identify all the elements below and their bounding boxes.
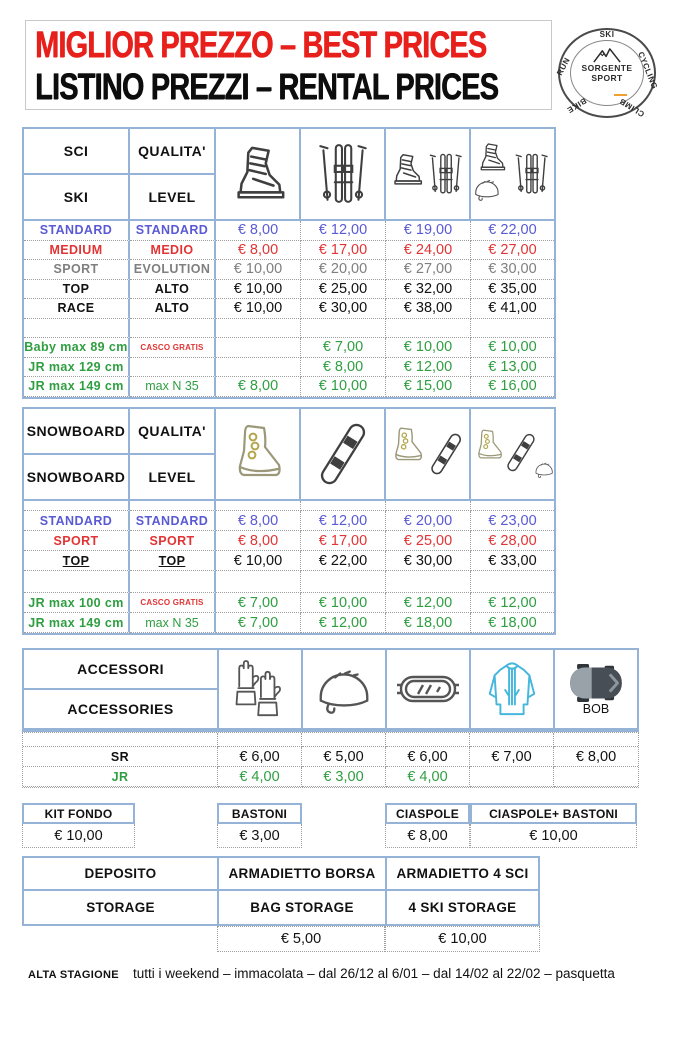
accessories-title-it: ACCESSORI xyxy=(24,650,217,690)
price-cell: € 7,00 xyxy=(216,593,301,613)
bastoni-title: BASTONI xyxy=(217,803,302,824)
price-cell: € 12,00 xyxy=(301,613,386,633)
price-cell: € 6,00 xyxy=(386,747,470,767)
boot-size-note: max N 35 xyxy=(130,613,216,633)
helmet-icon xyxy=(313,663,375,715)
price-cell: € 20,00 xyxy=(301,260,386,280)
bob-sled-icon xyxy=(565,662,627,704)
logo-accent-mark xyxy=(614,94,627,96)
title-line-2: LISTINO PREZZI – RENTAL PRICES xyxy=(35,66,499,107)
price-cell: € 32,00 xyxy=(386,280,471,300)
price-cell: € 30,00 xyxy=(301,299,386,319)
price-cell: € 10,00 xyxy=(301,593,386,613)
gloves-icon xyxy=(232,657,288,721)
price-cell: € 16,00 xyxy=(471,377,554,397)
ski-price-table xyxy=(22,127,556,399)
price-cell: € 17,00 xyxy=(301,531,386,551)
snowboard-category-it: SNOWBOARD xyxy=(24,409,128,455)
ciaspole-price: € 8,00 xyxy=(385,824,470,848)
column-header-helmet xyxy=(303,650,387,730)
title-line-1: MIGLIOR PREZZO – BEST PRICES xyxy=(35,24,487,65)
price-cell: € 12,00 xyxy=(386,593,471,613)
ski-category-header xyxy=(24,129,130,221)
price-cell: € 10,00 xyxy=(301,377,386,397)
accessories-title-en: ACCESSORIES xyxy=(67,701,174,717)
price-cell: € 7,00 xyxy=(301,338,386,358)
price-cell: € 6,00 xyxy=(218,747,302,767)
boot-plus-skis-icon xyxy=(388,134,468,214)
price-cell: € 22,00 xyxy=(471,221,554,241)
ski-row-label: SPORT xyxy=(24,260,130,280)
price-cell: € 18,00 xyxy=(386,613,471,633)
ski-row-label: Baby max 89 cm xyxy=(24,338,130,358)
title-banner xyxy=(25,20,552,110)
column-header-boot-helmet-snowboard xyxy=(471,409,554,501)
price-cell: € 30,00 xyxy=(386,551,471,571)
price-cell: € 35,00 xyxy=(471,280,554,300)
bag-storage-price: € 5,00 xyxy=(217,926,385,952)
ski-row-level: ALTO xyxy=(130,299,216,319)
kit-fondo-table xyxy=(22,803,135,848)
column-header-boot-snowboard xyxy=(386,409,471,501)
high-season-label: ALTA STAGIONE xyxy=(28,969,119,981)
storage-col2-en: BAG STORAGE xyxy=(219,891,387,924)
snowboard-category-en: SNOWBOARD xyxy=(26,469,126,485)
free-helmet-note: CASCO GRATIS xyxy=(130,593,216,613)
column-header-bob xyxy=(555,650,637,730)
price-cell: € 4,00 xyxy=(386,767,470,787)
ski-row-label: TOP xyxy=(24,280,130,300)
storage-col1-en: STORAGE xyxy=(24,891,219,924)
ski-row-level: ALTO xyxy=(130,280,216,300)
column-header-jacket xyxy=(471,650,555,730)
kit-fondo-title: KIT FONDO xyxy=(22,803,135,824)
column-header-boot xyxy=(216,129,301,221)
price-cell: € 33,00 xyxy=(471,551,554,571)
price-cell: € 25,00 xyxy=(301,280,386,300)
ski-category-it: SCI xyxy=(24,129,128,175)
ski-category-en: SKI xyxy=(63,189,89,205)
price-cell: € 10,00 xyxy=(386,338,471,358)
boot-helmet-plus-skis-icon xyxy=(472,133,554,215)
price-cell: € 4,00 xyxy=(218,767,302,787)
ciaspole-bastoni-title: CIASPOLE+ BASTONI xyxy=(470,803,637,824)
ciaspole-table xyxy=(385,803,470,848)
logo-ring-word: CYCLING xyxy=(635,50,659,91)
price-cell: € 8,00 xyxy=(216,241,301,261)
sorgente-sport-logo xyxy=(556,26,658,122)
boot-size-note: max N 35 xyxy=(130,377,216,397)
ski-row-level: EVOLUTION xyxy=(130,260,216,280)
snowboard-category-header xyxy=(24,409,130,501)
price-cell: € 12,00 xyxy=(301,221,386,241)
price-cell: € 8,00 xyxy=(216,221,301,241)
storage-col3-en: 4 SKI STORAGE xyxy=(408,900,517,915)
ski-quality-header xyxy=(130,129,216,221)
mountain-icon xyxy=(592,48,622,63)
snowboard-quality-header xyxy=(130,409,216,501)
price-cell: € 19,00 xyxy=(386,221,471,241)
price-cell: € 10,00 xyxy=(471,338,554,358)
ski-row-level: MEDIO xyxy=(130,241,216,261)
price-cell: € 22,00 xyxy=(301,551,386,571)
price-cell: € 28,00 xyxy=(471,531,554,551)
logo-name-line1: SORGENTE xyxy=(581,63,633,73)
snowboard-row-level: TOP xyxy=(130,551,216,571)
boot-plus-snowboard-icon xyxy=(387,416,469,492)
kit-fondo-price: € 10,00 xyxy=(22,824,135,848)
ski-row-label: JR max 129 cm xyxy=(24,358,130,378)
snowboard-quality-en: LEVEL xyxy=(148,469,196,485)
column-header-boot-helmet-skis xyxy=(471,129,554,221)
jacket-icon xyxy=(483,658,541,720)
logo-ring-word: SKI xyxy=(599,30,615,39)
logo-ring-word: RUN xyxy=(555,56,572,77)
bob-label: BOB xyxy=(582,702,610,716)
price-cell: € 12,00 xyxy=(386,358,471,378)
ski-quality-en: LEVEL xyxy=(148,189,196,205)
accessories-table-body xyxy=(22,732,639,788)
price-cell: € 7,00 xyxy=(470,747,554,767)
ski-quality-it: QUALITA' xyxy=(130,129,214,175)
snowboard-icon xyxy=(309,415,377,493)
ski-boot-icon xyxy=(227,143,289,205)
price-cell: € 10,00 xyxy=(216,280,301,300)
ski-row-label: JR max 149 cm xyxy=(24,377,130,397)
price-cell: € 8,00 xyxy=(301,358,386,378)
price-cell xyxy=(554,767,638,787)
ski-storage-price: € 10,00 xyxy=(385,926,540,952)
snowboard-row-label: STANDARD xyxy=(24,511,130,531)
logo-ring-word: BIKE xyxy=(565,96,588,115)
price-cell xyxy=(470,767,554,787)
price-cell: € 10,00 xyxy=(216,299,301,319)
price-cell: € 5,00 xyxy=(302,747,386,767)
snowboard-boot-icon xyxy=(226,418,290,490)
accessories-row-label: SR xyxy=(23,747,218,767)
price-cell xyxy=(216,338,301,358)
price-cell: € 7,00 xyxy=(216,613,301,633)
snowboard-quality-it: QUALITA' xyxy=(130,409,214,455)
snowboard-row-label: SPORT xyxy=(24,531,130,551)
price-cell: € 12,00 xyxy=(471,593,554,613)
boot-helmet-plus-snowboard-icon xyxy=(471,417,554,491)
ski-row-label: STANDARD xyxy=(24,221,130,241)
snowboard-price-table xyxy=(22,407,556,635)
column-header-snowboard xyxy=(301,409,386,501)
snowboard-row-level: SPORT xyxy=(130,531,216,551)
price-cell: € 18,00 xyxy=(471,613,554,633)
snowboard-row-label: JR max 100 cm xyxy=(24,593,130,613)
accessories-row-label: JR xyxy=(23,767,218,787)
goggles-icon xyxy=(396,669,460,709)
price-cell: € 10,00 xyxy=(216,260,301,280)
ski-row-label: RACE xyxy=(24,299,130,319)
storage-col3-it: ARMADIETTO 4 SCI xyxy=(387,858,538,891)
bastoni-price: € 3,00 xyxy=(217,824,302,848)
price-cell xyxy=(216,358,301,378)
column-header-boot-skis xyxy=(386,129,471,221)
accessories-table-header xyxy=(22,648,639,732)
price-cell: € 23,00 xyxy=(471,511,554,531)
ski-row-label: MEDIUM xyxy=(24,241,130,261)
column-header-skis-poles xyxy=(301,129,386,221)
snowboard-row-label: JR max 149 cm xyxy=(24,613,130,633)
price-cell: € 30,00 xyxy=(471,260,554,280)
price-cell: € 12,00 xyxy=(301,511,386,531)
price-cell: € 3,00 xyxy=(302,767,386,787)
storage-col2-it: ARMADIETTO BORSA xyxy=(219,858,387,891)
high-season-dates: tutti i weekend – immacolata – dal 26/12 al 6/01 – dal 14/02 al 22/02 – pasquetta xyxy=(133,966,615,981)
price-cell: € 15,00 xyxy=(386,377,471,397)
price-cell: € 13,00 xyxy=(471,358,554,378)
price-cell: € 8,00 xyxy=(554,747,638,767)
skis-and-poles-icon xyxy=(310,134,376,214)
ciaspole-title: CIASPOLE xyxy=(385,803,470,824)
snowboard-row-level: STANDARD xyxy=(130,511,216,531)
price-cell: € 8,00 xyxy=(216,377,301,397)
price-cell: € 41,00 xyxy=(471,299,554,319)
ski-row-level: STANDARD xyxy=(130,221,216,241)
column-header-goggles xyxy=(387,650,471,730)
price-cell: € 10,00 xyxy=(216,551,301,571)
price-cell: € 25,00 xyxy=(386,531,471,551)
free-helmet-note: CASCO GRATIS xyxy=(130,338,216,358)
logo-ring-word: CLIMB xyxy=(617,96,647,119)
storage-col1-it: DEPOSITO xyxy=(24,858,219,891)
price-cell: € 8,00 xyxy=(216,511,301,531)
price-cell: € 20,00 xyxy=(386,511,471,531)
bastoni-table xyxy=(217,803,302,848)
price-cell: € 38,00 xyxy=(386,299,471,319)
price-cell: € 27,00 xyxy=(471,241,554,261)
accessories-title-header xyxy=(24,650,219,730)
ciaspole-bastoni-price: € 10,00 xyxy=(470,824,637,848)
ciaspole-bastoni-table xyxy=(470,803,637,848)
snowboard-row-label: TOP xyxy=(24,551,130,571)
column-header-sb-boot xyxy=(216,409,301,501)
price-cell: € 8,00 xyxy=(216,531,301,551)
logo-name-line2: SPORT xyxy=(591,73,623,83)
price-cell: € 24,00 xyxy=(386,241,471,261)
column-header-gloves xyxy=(219,650,303,730)
storage-table xyxy=(22,856,540,926)
price-cell: € 27,00 xyxy=(386,260,471,280)
price-cell: € 17,00 xyxy=(301,241,386,261)
